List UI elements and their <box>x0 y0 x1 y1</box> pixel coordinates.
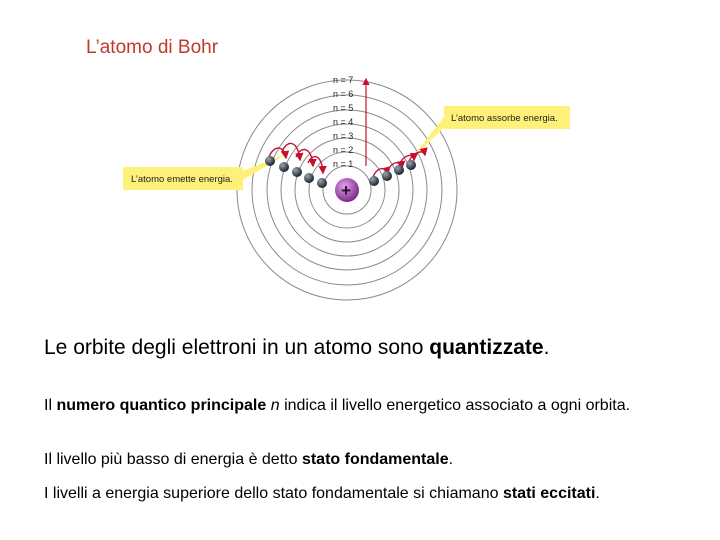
emission-arrow <box>308 157 323 173</box>
lead-emphasis: quantizzate <box>429 336 544 359</box>
variable-n: n <box>270 397 280 414</box>
term-ground-state: stato fondamentale <box>301 451 449 468</box>
level-label-3: n = 3 <box>333 131 354 141</box>
electron <box>382 171 392 181</box>
level-label-2: n = 2 <box>333 145 354 155</box>
paragraph-excited-states: I livelli a energia superiore dello stato fondamentale si chiamano stati eccitati. <box>44 485 600 502</box>
term-excited-states: stati eccitati <box>502 485 596 502</box>
level-label-4: n = 4 <box>333 117 354 127</box>
level-label-5: n = 5 <box>333 103 354 113</box>
absorb-label: L’atomo assorbe energia. <box>451 113 558 124</box>
lead-sentence: Le orbite degli elettroni in un atomo sono quantizzate. <box>44 336 550 359</box>
emit-label: L’atomo emette energia. <box>131 174 233 185</box>
bohr-atom-diagram <box>118 68 598 340</box>
electron <box>304 173 314 183</box>
level-label-6: n = 6 <box>333 89 354 99</box>
electron <box>292 167 302 177</box>
level-label-1: n = 1 <box>333 159 354 169</box>
level-labels <box>333 75 353 169</box>
paragraph-principal-quantum-number: Il numero quantico principale n indica il livello energetico associato a ogni orbita. <box>44 397 631 414</box>
paragraph-ground-state: Il livello più basso di energia è detto stato fondamentale. <box>44 451 454 468</box>
term-principal-quantum-number: numero quantico principale <box>56 397 267 414</box>
electron <box>279 162 289 172</box>
emission-arrow <box>296 150 313 166</box>
electron <box>317 178 327 188</box>
electron <box>265 156 275 166</box>
electron <box>369 176 379 186</box>
nucleus-plus-icon: + <box>341 181 351 200</box>
electron <box>394 165 404 175</box>
electron <box>406 160 416 170</box>
level-label-7: n = 7 <box>333 75 354 85</box>
slide-title: L’atomo di Bohr <box>86 37 219 58</box>
